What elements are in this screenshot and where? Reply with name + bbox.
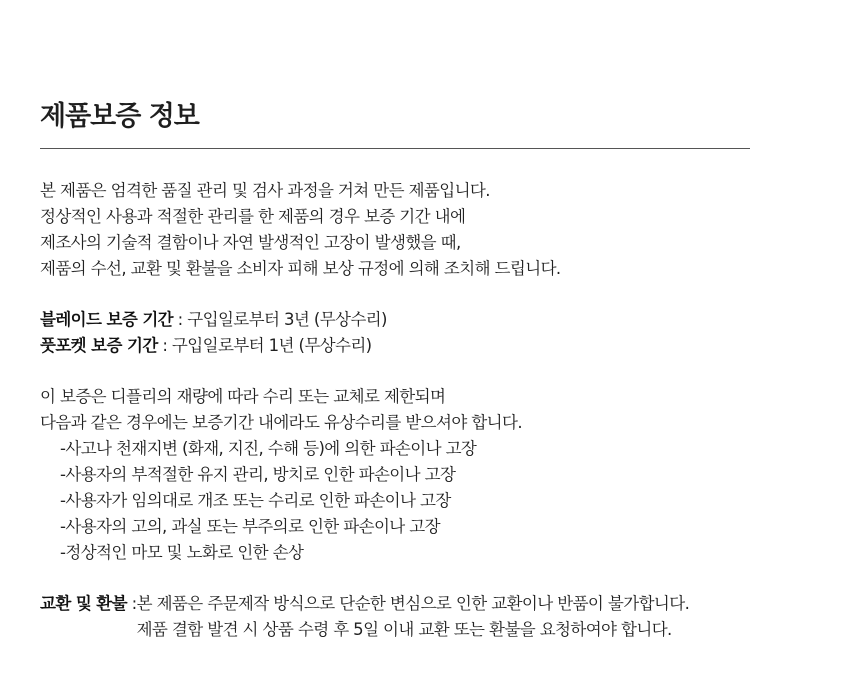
paid-repair-conditions: [40, 384, 830, 566]
warranty-label: 블레이드 보증 기간: [40, 310, 174, 329]
conditions-line: 이 보증은 디플리의 재량에 따라 수리 또는 교체로 제한되며: [40, 387, 446, 406]
warranty-period-footpocket: [40, 333, 830, 359]
paragraph-gap: [40, 359, 830, 384]
condition-item: -사고나 천재지변 (화재, 지진, 수해 등)에 의한 파손이나 고장: [60, 439, 477, 458]
warranty-period-blade: [40, 307, 830, 333]
exchange-label: 교환 및 환불: [40, 594, 127, 613]
title-divider: [40, 148, 750, 149]
page-title: 제품보증 정보: [40, 101, 199, 132]
paragraph-gap: [40, 282, 830, 307]
intro-line: 정상적인 사용과 적절한 관리를 한 제품의 경우 보증 기간 내에: [40, 207, 466, 226]
intro-line: 본 제품은 엄격한 품질 관리 및 검사 과정을 거쳐 만든 제품입니다.: [40, 181, 490, 200]
exchange-line: 본 제품은 주문제작 방식으로 단순한 변심으로 인한 교환이나 반품이 불가합니다.: [136, 594, 690, 613]
warranty-body: [40, 178, 830, 643]
condition-item: -정상적인 마모 및 노화로 인한 손상: [60, 543, 304, 562]
intro-line: 제품의 수선, 교환 및 환불을 소비자 피해 보상 규정에 의해 조치해 드립니다.: [40, 259, 561, 278]
exchange-refund-section: [40, 591, 830, 643]
condition-item: -사용자의 부적절한 유지 관리, 방치로 인한 파손이나 고장: [60, 465, 456, 484]
exchange-label-wrap: [40, 591, 137, 617]
warranty-value: : 구입일로부터 3년 (무상수리): [173, 310, 387, 329]
paragraph-gap: [40, 566, 830, 591]
exchange-line: 제품 결함 발견 시 상품 수령 후 5일 이내 교환 또는 환불을 요청하여야 합니다.: [136, 620, 672, 639]
warranty-label: 풋포켓 보증 기간: [40, 336, 158, 355]
conditions-line: 다음과 같은 경우에는 보증기간 내에라도 유상수리를 받으셔야 합니다.: [40, 413, 522, 432]
condition-item: -사용자가 임의대로 개조 또는 수리로 인한 파손이나 고장: [60, 491, 451, 510]
warranty-value: : 구입일로부터 1년 (무상수리): [157, 336, 372, 355]
condition-item: -사용자의 고의, 과실 또는 부주의로 인한 파손이나 고장: [60, 517, 440, 536]
intro-line: 제조사의 기술적 결함이나 자연 발생적인 고장이 발생했을 때,: [40, 233, 461, 252]
exchange-lines: [137, 591, 690, 643]
intro-paragraph: [40, 178, 830, 282]
warranty-periods: [40, 307, 830, 359]
exchange-separator: :: [126, 594, 137, 613]
